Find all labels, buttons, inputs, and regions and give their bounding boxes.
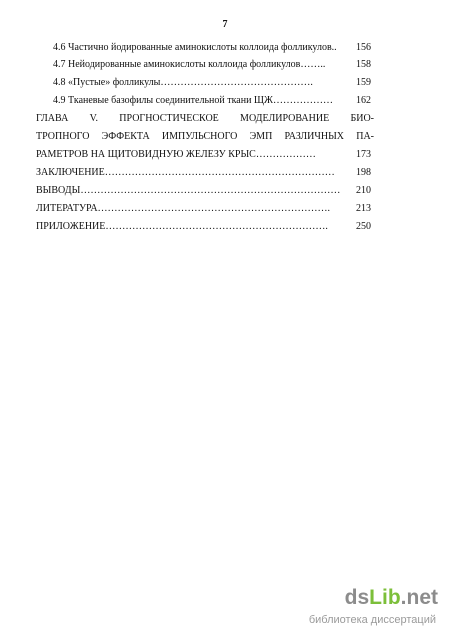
toc-findings: ВЫВОДЫ……………………………………………………………………	[36, 185, 341, 196]
toc-entry-4-7: 4.7 Нейодированные аминокислоты коллоида фолликулов……..	[53, 59, 326, 70]
toc-appendix: ПРИЛОЖЕНИЕ………………………………………………………….	[36, 221, 328, 232]
toc-literature-page: 213	[356, 203, 371, 214]
watermark-logo-lib: Lib	[369, 586, 401, 609]
toc-entry-4-9-page: 162	[356, 95, 371, 106]
toc-entry-4-6-page: 156	[356, 42, 371, 53]
chapter-title-line-1: ГЛАВА V. ПРОГНОСТИЧЕСКОЕ МОДЕЛИРОВАНИЕ БИО-	[36, 113, 374, 124]
toc-appendix-page: 250	[356, 221, 371, 232]
toc-conclusion-page: 198	[356, 167, 371, 178]
watermark-caption: библиотека диссертаций	[308, 614, 436, 626]
toc-entry-4-7-page: 158	[356, 59, 371, 70]
toc-findings-page: 210	[356, 185, 371, 196]
toc-entry-4-9: 4.9 Тканевые базофилы соединительной ткани ЩЖ………………	[53, 95, 333, 106]
watermark-logo[interactable]	[345, 586, 438, 610]
chapter-page: 173	[356, 149, 371, 160]
watermark-logo-net: .net	[400, 586, 438, 609]
toc-entry-4-8: 4.8 «Пустые» фолликулы……………………………………….	[53, 77, 313, 88]
toc-entry-4-6: 4.6 Частично йодированные аминокислоты коллоида фолликулов..	[53, 42, 337, 53]
page-number: 7	[222, 19, 228, 30]
chapter-title-line-3: РАМЕТРОВ НА ЩИТОВИДНУЮ ЖЕЛЕЗУ КРЫС………………	[36, 149, 316, 160]
watermark-logo-ds: ds	[344, 586, 370, 609]
chapter-title-line-2: ТРОПНОГО ЭФФЕКТА ИМПУЛЬСНОГО ЭМП РАЗЛИЧНЫХ ПА-	[36, 131, 374, 142]
toc-literature: ЛИТЕРАТУРА…………………………………………………………….	[36, 203, 331, 214]
toc-entry-4-8-page: 159	[356, 77, 371, 88]
toc-conclusion: ЗАКЛЮЧЕНИЕ……………………………………………………………	[36, 167, 335, 178]
